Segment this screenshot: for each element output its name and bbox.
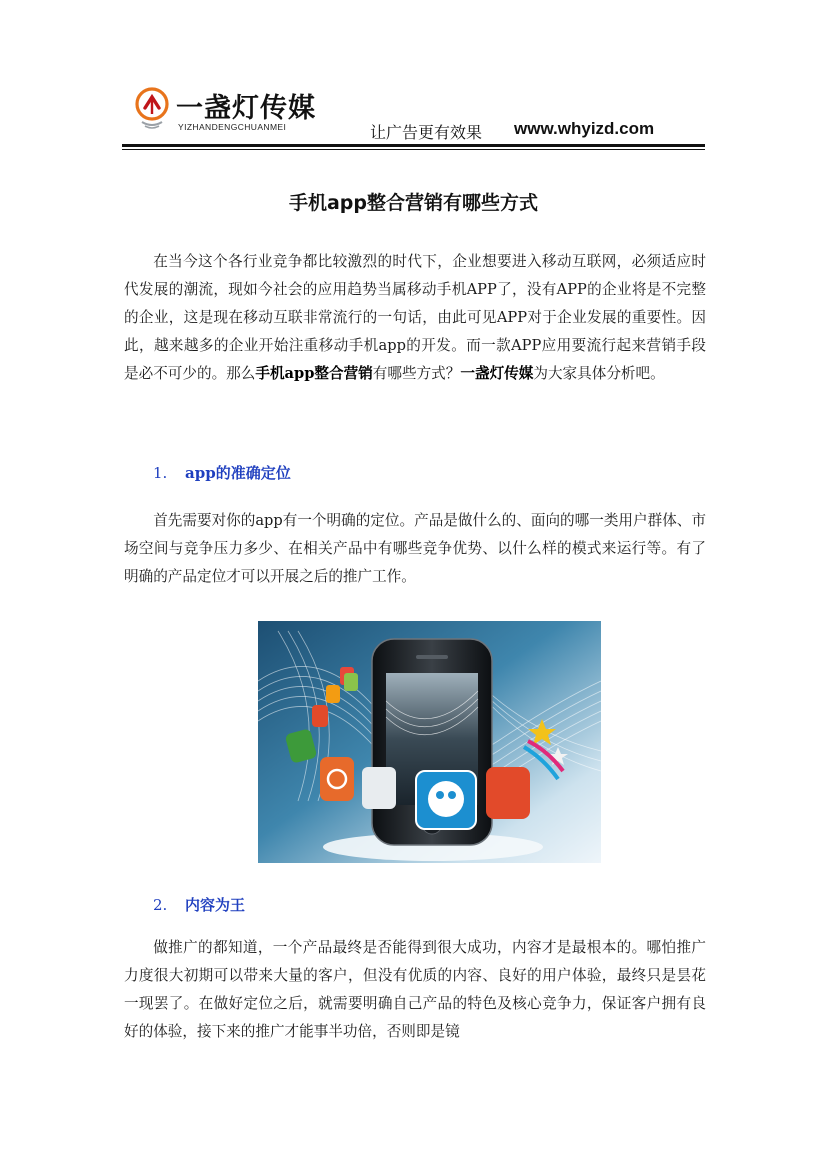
intro-text-1: 在当今这个各行业竞争都比较激烈的时代下，企业想要进入移动互联网，必须适应时代发展的潮流，现如今社会的应用趋势当属移动手机APP了，没有APP的企业将是不完整的企业，这是现在移动互联非常流行的一句话，由此可见APP对于企业发展的重要性。因此，越来越多的企业开始注重移动手机app的开发。而一款APP应用要流行起来营销手段是必不可少的。那么 [124, 253, 706, 382]
lamp-logo-icon [134, 84, 174, 130]
intro-text-2: 有哪些方式？ [372, 365, 461, 382]
section-2-heading-text: 内容为王 [185, 896, 246, 914]
section-1-number: 1. [153, 464, 168, 482]
page-header [122, 78, 705, 152]
section-1-paragraph: 首先需要对你的app有一个明确的定位。产品是做什么的、面向的哪一类用户群体、市场空间与竞争压力多少、在相关产品中有哪些竞争优势、以什么样的模式来运行等。有了明确的产品定位才可以开展之后的推广工作。 [124, 512, 706, 585]
header-website[interactable]: www.whyizd.com [514, 119, 655, 138]
logo-english-text: YIZHANDENGCHUANMEI [178, 122, 287, 132]
header-rule-thick [122, 144, 705, 147]
intro-paragraph [124, 248, 706, 388]
section-1-heading [153, 462, 291, 483]
intro-bold-keyword: 手机app整合营销 [255, 365, 373, 382]
section-2-heading [153, 894, 245, 915]
mobile-app-illustration [258, 621, 601, 863]
page-title: 手机app整合营销有哪些方式 [288, 192, 539, 214]
section-1-heading-text: app的准确定位 [185, 464, 291, 482]
section-2-paragraph: 做推广的都知道，一个产品最终是否能得到很大成功，内容才是最根本的。哪怕推广力度很大初期可以带来大量的客户，但没有优质的内容、良好的用户体验，最终只是昙花一现罢了。在做好定位之后，就需要明确自己产品的特色及核心竞争力，保证客户拥有良好的体验，接下来的推广才能事半功倍，否则即是镜 [124, 939, 706, 1040]
intro-text-3: 为大家具体分析吧。 [533, 365, 665, 382]
header-rule-thin [122, 149, 705, 150]
section-2-number: 2. [153, 896, 168, 914]
header-slogan: 让广告更有效果 [370, 123, 483, 142]
intro-bold-brand: 一盏灯传媒 [460, 365, 534, 382]
logo-chinese-text: 一盏灯传媒 [176, 93, 316, 124]
company-logo [134, 84, 324, 136]
